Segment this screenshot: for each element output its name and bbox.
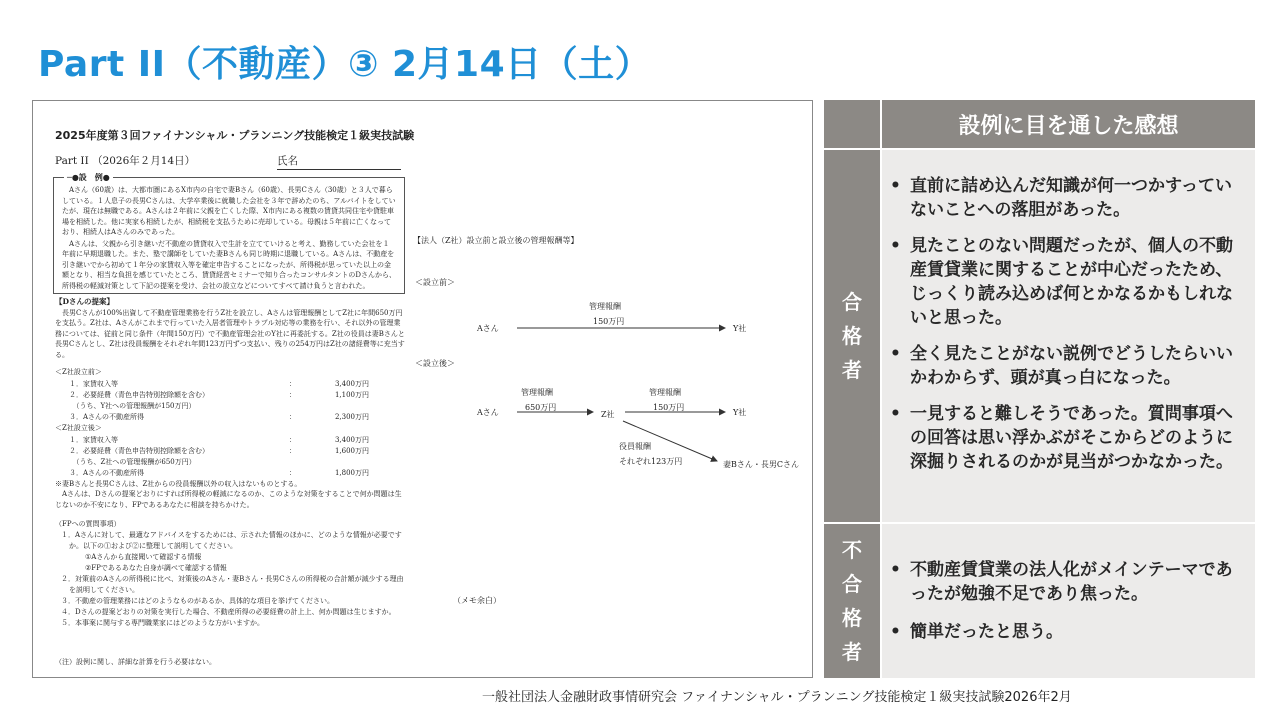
diagram-exec-each: それぞれ123万円 (619, 457, 683, 466)
exam-part: Part II （2026年２月14日） (55, 155, 196, 167)
table-row: １．家賃収入等 ： 3,400万円 (69, 380, 369, 388)
diagram-node-z: Z社 (601, 410, 615, 419)
diagram-node-a: Aさん (477, 324, 499, 333)
diagram-node-y: Y社 (733, 324, 747, 333)
question-item: ２．対策前のAさんの所得税に比べ、対策後のAさん・妻Bさん・長男Cさんの所得税の合計額が減少する理由を説明してください。 (61, 575, 404, 594)
table-row: ３．Aさんの不動産所得 ： 1,800万円 (69, 469, 369, 477)
list-item: • 一見すると難しそうであった。質問事項への回答は思い浮かぶがそこからどのように深掘りされるのかが見当がつかなかった。 (910, 402, 1240, 474)
after-section (55, 423, 405, 490)
exam-document (32, 100, 813, 678)
question-item: １．Aさんに対して、最適なアドバイスをするためには、示された情報のほかに、どのような情報が必要ですか。以下の①および②に整理して説明してください。 (61, 531, 402, 550)
table-row: ２．必要経費（青色申告特別控除額を含む） ： 1,600万円 (69, 447, 369, 455)
question-item: ３．不動産の管理業務にはどのようなものがあるか、具体的な項目を挙げてください。 (61, 597, 334, 605)
source-citation: 一般社団法人金融財政事情研究会 ファイナンシャル・プランニング技能検定１級実技試験2026年2月 (482, 690, 1072, 705)
diagram-fee-value: 650万円 (525, 403, 557, 412)
case-paragraph: Aさんは、父親から引き継いだ不動産の賃貸収入で生計を立てていけると考え、勤務していた会社を１年前に早期退職した。また、塾で講師をしていた妻Bさんも同じ時期に退職している。Aさんは、不動産を引き継いでから初めて１年分の家賃収入等を確定申告することになったが、所得税が思っていた以上の金額となり、相当な負担を感じていたところ、賃貸経営セミナーで知り合ったコンサルタントのDさんから、所得税の軽減対策として下記の提案を受け、会社の設立などについてすべて請け負うと言われた。 (62, 239, 396, 290)
case-box (53, 172, 405, 294)
diagram-node-y: Y社 (733, 408, 747, 417)
table-row: ３．Aさんの不動産所得 ： 2,300万円 (69, 413, 369, 421)
pass-label: 合 格 者 (824, 150, 880, 522)
slide-title: Part II（不動産）③ 2月14日（土） (38, 44, 652, 85)
table-row: （うち、Y社への管理報酬が150万円） (69, 402, 196, 410)
diagram-fee-value: 150万円 (653, 403, 685, 412)
diagram-after-label: ＜設立後＞ (415, 359, 455, 368)
fail-label: 不 合 格 者 (824, 524, 880, 678)
exam-name-field: 氏名 (277, 153, 401, 170)
diagram-node-a: Aさん (477, 408, 499, 417)
after-note: ※妻Bさんと長男Cさんは、Z社からの役員報酬以外の収入はないものとする。 (55, 480, 302, 488)
fee-diagram (413, 221, 813, 641)
diagram-fee-value: 150万円 (593, 317, 625, 326)
question-sub: ②FPであるあなた自身が調べて確認する情報 (85, 564, 227, 572)
case-label: ─●設 例● (64, 172, 113, 183)
question-sub: ①Aさんから直接聞いて確認する情報 (85, 553, 202, 561)
diagram-fee-label: 管理報酬 (649, 388, 681, 397)
question-item: ５．本事案に関与する専門職業家にはどのような方がいますか。 (61, 619, 264, 627)
diagram-exec-fee: 役員報酬 (619, 442, 651, 451)
diagram-memo: （メモ余白） (453, 596, 501, 605)
after-heading: ＜Z社設立後＞ (55, 424, 102, 432)
table-corner (824, 100, 880, 148)
exam-header: 2025年度第３回ファイナンシャル・プランニング技能検定１級実技試験 (55, 129, 415, 142)
fail-impressions (882, 524, 1255, 678)
diagram-fee-label: 管理報酬 (589, 302, 621, 311)
diagram-node-bc: 妻Bさん・長男Cさん (723, 460, 799, 469)
list-item: • 直前に詰め込んだ知識が何一つかすっていないことへの落胆があった。 (910, 174, 1240, 222)
list-item: • 見たことのない問題だったが、個人の不動産賃貸業に関することが中心だったため、じっくり読み込めば何とかなるかもしれないと思った。 (910, 234, 1240, 330)
proposal-heading: 【Dさんの提案】 (55, 297, 115, 306)
list-item: • 簡単だったと思う。 (910, 620, 1240, 644)
questions-section (55, 519, 405, 629)
table-row: ２．必要経費（青色申告特別控除額を含む） ： 1,100万円 (69, 391, 369, 399)
questions-heading: （FPへの質問事項） (55, 520, 121, 528)
impressions-header: 設例に目を通した感想 (882, 100, 1255, 148)
proposal-text: 長男Cさんが100%出資して不動産管理業務を行うZ社を設立し、Aさんは管理報酬としてZ社に年間650万円を支払う。Z社は、Aさんがこれまで行っていた入居者管理やトラブル対応等の業務を行い、それ以外の管理業務については、従前と同じ条件（年間150万円）で不動産管理会社のY社に再委託する。Z社の役員は妻Bさんと長男Cさんとし、Z社は役員報酬をそれぞれ年間123万円ずつ支払い、残りの254万円はZ社の諸経費等に充当する。 (55, 308, 405, 359)
before-section (55, 367, 405, 423)
diagram-before-label: ＜設立前＞ (415, 278, 455, 287)
pass-impressions (882, 150, 1255, 522)
proposal-section (55, 297, 405, 360)
table-row: （うち、Z社への管理報酬が650万円） (69, 458, 196, 466)
arrow-z-to-bc (623, 421, 717, 461)
case-paragraph: Aさん（60歳）は、大都市圏にあるX市内の自宅で妻Bさん（60歳）、長男Cさん（30歳）と３人で暮らしている。１人息子の長男Cさんは、大学卒業後に就職した会社を３年で辞めたのち、アルバイトをしていたが、現在は無職である。Aさんは２年前に父親を亡くした際、X市内にある複数の賃貸共同住宅や貸駐車場を相続した。他に実家も相続したが、相続税を支払うために売却している。母親は５年前に亡くなっており、相続人はAさんのみであった。 (62, 186, 396, 236)
list-item: • 全く見たことがない説例でどうしたらいいかわからず、頭が真っ白になった。 (910, 342, 1240, 390)
impressions-table (824, 100, 1255, 678)
diagram-fee-label: 管理報酬 (521, 388, 553, 397)
diagram-arrows (413, 221, 813, 521)
diagram-title: 【法人（Z社）設立前と設立後の管理報酬等】 (413, 236, 579, 245)
question-item: ４．Dさんの提案どおりの対策を実行した場合、不動産所得の必要経費の計上上、何か問題は生じますか。 (61, 608, 396, 616)
table-row: １．家賃収入等 ： 3,400万円 (69, 436, 369, 444)
exam-footnote: （注）設例に関し、詳細な計算を行う必要はない。 (55, 658, 216, 666)
before-heading: ＜Z社設立前＞ (55, 368, 102, 376)
list-item: • 不動産賃貸業の法人化がメインテーマであったが勉強不足であり焦った。 (910, 558, 1240, 606)
consult-text: Aさんは、Dさんの提案どおりにすれば所得税の軽減になるのか、このような対策をすることで何か問題は生じないのか不安になり、FPであるあなたに相談を持ちかけた。 (55, 490, 402, 509)
